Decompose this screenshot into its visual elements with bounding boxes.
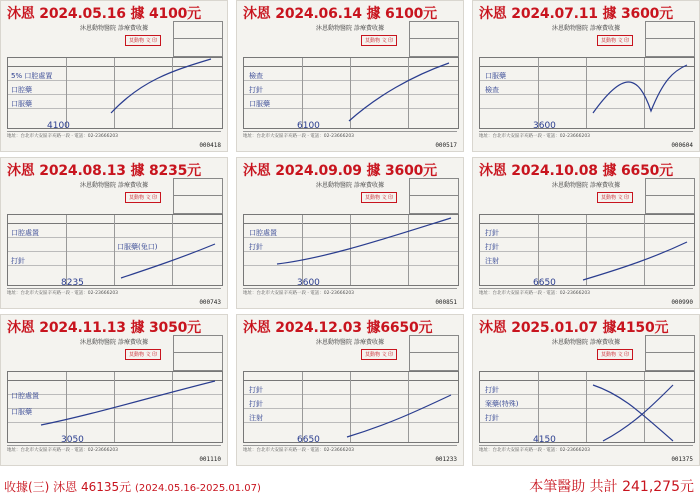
receipt-number: 000418 <box>199 142 221 149</box>
line-item: 注射 <box>249 414 263 422</box>
line-item: 打針 <box>249 400 263 408</box>
receipt-title: 沐恩 2024.06.14 據 6100元 <box>243 6 437 22</box>
receipt-card <box>0 0 228 152</box>
receipt-card <box>0 314 228 466</box>
receipt-number: 000517 <box>435 142 457 149</box>
receipt-title: 沐恩 2024.09.09 據 3600元 <box>243 163 437 179</box>
line-item: 打針 <box>249 86 263 94</box>
receipt-card <box>472 0 700 152</box>
clinic-name: 沐恩動物醫院 診療費收據 <box>80 182 148 189</box>
handwritten-total: 6650 <box>297 435 320 445</box>
line-item: 檢查 <box>485 86 499 94</box>
clinic-name: 沐恩動物醫院 診療費收據 <box>80 25 148 32</box>
line-item: 口服藥(兔口) <box>117 243 158 251</box>
line-item: 口服藥 <box>249 100 270 108</box>
handwritten-total: 8235 <box>61 278 84 288</box>
batch-caption <box>4 478 261 495</box>
clinic-name: 沐恩動物醫院 診療費收據 <box>552 182 620 189</box>
line-item: 5% 口腔處置 <box>11 72 53 80</box>
line-item: 打針 <box>11 257 25 265</box>
batch-total: 收據(三) 沐恩 46135元 <box>4 480 132 494</box>
receipt-number: 000743 <box>199 299 221 306</box>
handwritten-total: 6650 <box>533 278 556 288</box>
receipt-card <box>472 157 700 309</box>
clinic-name: 沐恩動物醫院 診療費收據 <box>552 339 620 346</box>
receipt-title: 沐恩 2024.12.03 據6650元 <box>243 320 433 336</box>
cross-out-scribble <box>237 315 464 466</box>
cross-out-scribble <box>473 158 700 309</box>
line-item: 打針 <box>485 229 499 237</box>
receipt-title: 沐恩 2024.07.11 據 3600元 <box>479 6 673 22</box>
receipt-card <box>236 157 464 309</box>
clinic-name: 沐恩動物醫院 診療費收據 <box>552 25 620 32</box>
receipt-card <box>236 314 464 466</box>
batch-date-range: (2024.05.16-2025.01.07) <box>135 483 261 494</box>
line-item: 打針 <box>249 386 263 394</box>
receipt-title: 沐恩 2024.08.13 據 8235元 <box>7 163 201 179</box>
receipt-number: 001375 <box>671 456 693 463</box>
line-item: 口服藥 <box>11 100 32 108</box>
line-item: 口服藥 <box>11 408 32 416</box>
receipt-footer: 地址：台北市大安區辛亥路一段 · 電話：02-23666203 <box>243 288 457 296</box>
clinic-stamp: 莫動物 文 印 <box>597 35 633 46</box>
line-item: 口腔處置 <box>11 229 39 237</box>
cross-out-scribble <box>1 315 228 466</box>
receipt-footer: 地址：台北市大安區辛亥路一段 · 電話：02-23666203 <box>243 131 457 139</box>
clinic-name: 沐恩動物醫院 診療費收據 <box>80 339 148 346</box>
line-item: 檢查 <box>249 72 263 80</box>
clinic-stamp: 莫動物 文 印 <box>597 349 633 360</box>
line-item: 打針 <box>249 243 263 251</box>
receipt-card <box>472 314 700 466</box>
receipt-number: 000990 <box>671 299 693 306</box>
clinic-stamp: 莫動物 文 印 <box>361 349 397 360</box>
receipt-number: 001233 <box>435 456 457 463</box>
clinic-stamp: 莫動物 文 印 <box>361 35 397 46</box>
clinic-stamp: 莫動物 文 印 <box>125 35 161 46</box>
cross-out-scribble <box>1 1 228 152</box>
clinic-stamp: 莫動物 文 印 <box>361 192 397 203</box>
receipt-title: 沐恩 2024.11.13 據 3050元 <box>7 320 201 336</box>
clinic-stamp: 莫動物 文 印 <box>125 349 161 360</box>
cross-out-scribble <box>473 315 700 466</box>
receipt-footer: 地址：台北市大安區辛亥路一段 · 電話：02-23666203 <box>479 131 693 139</box>
receipt-number: 000604 <box>671 142 693 149</box>
line-item: 口腔藥 <box>11 86 32 94</box>
clinic-stamp: 莫動物 文 印 <box>125 192 161 203</box>
clinic-stamp: 莫動物 文 印 <box>597 192 633 203</box>
receipt-title: 沐恩 2025.01.07 據4150元 <box>479 320 669 336</box>
handwritten-total: 3050 <box>61 435 84 445</box>
cross-out-scribble <box>237 1 464 152</box>
handwritten-total: 3600 <box>297 278 320 288</box>
clinic-name: 沐恩動物醫院 診療費收據 <box>316 182 384 189</box>
receipt-footer: 地址：台北市大安區辛亥路一段 · 電話：02-23666203 <box>479 288 693 296</box>
clinic-name: 沐恩動物醫院 診療費收據 <box>316 339 384 346</box>
line-item: 打針 <box>485 386 499 394</box>
receipt-footer: 地址：台北市大安區辛亥路一段 · 電話：02-23666203 <box>7 131 221 139</box>
cross-out-scribble <box>1 158 228 309</box>
receipt-footer: 地址：台北市大安區辛亥路一段 · 電話：02-23666203 <box>479 445 693 453</box>
line-item: 打針 <box>485 243 499 251</box>
grand-total: 本筆醫助 共計 241,275元 <box>529 479 694 495</box>
receipt-footer: 地址：台北市大安區辛亥路一段 · 電話：02-23666203 <box>243 445 457 453</box>
receipt-title: 沐恩 2024.05.16 據 4100元 <box>7 6 201 22</box>
line-item: 打針 <box>485 414 499 422</box>
receipt-number: 001110 <box>199 456 221 463</box>
receipt-card <box>236 0 464 152</box>
line-item: 口腔處置 <box>11 392 39 400</box>
handwritten-total: 4150 <box>533 435 556 445</box>
line-item: 案藥(特殊) <box>485 400 519 408</box>
clinic-name: 沐恩動物醫院 診療費收據 <box>316 25 384 32</box>
line-item: 口服藥 <box>485 72 506 80</box>
handwritten-total: 4100 <box>47 121 70 131</box>
line-item: 口腔處置 <box>249 229 277 237</box>
line-item: 注射 <box>485 257 499 265</box>
receipt-footer: 地址：台北市大安區辛亥路一段 · 電話：02-23666203 <box>7 288 221 296</box>
receipt-card <box>0 157 228 309</box>
receipt-footer: 地址：台北市大安區辛亥路一段 · 電話：02-23666203 <box>7 445 221 453</box>
handwritten-total: 6100 <box>297 121 320 131</box>
receipt-title: 沐恩 2024.10.08 據 6650元 <box>479 163 673 179</box>
receipt-number: 000851 <box>435 299 457 306</box>
handwritten-total: 3600 <box>533 121 556 131</box>
cross-out-scribble <box>237 158 464 309</box>
cross-out-scribble <box>473 1 700 152</box>
